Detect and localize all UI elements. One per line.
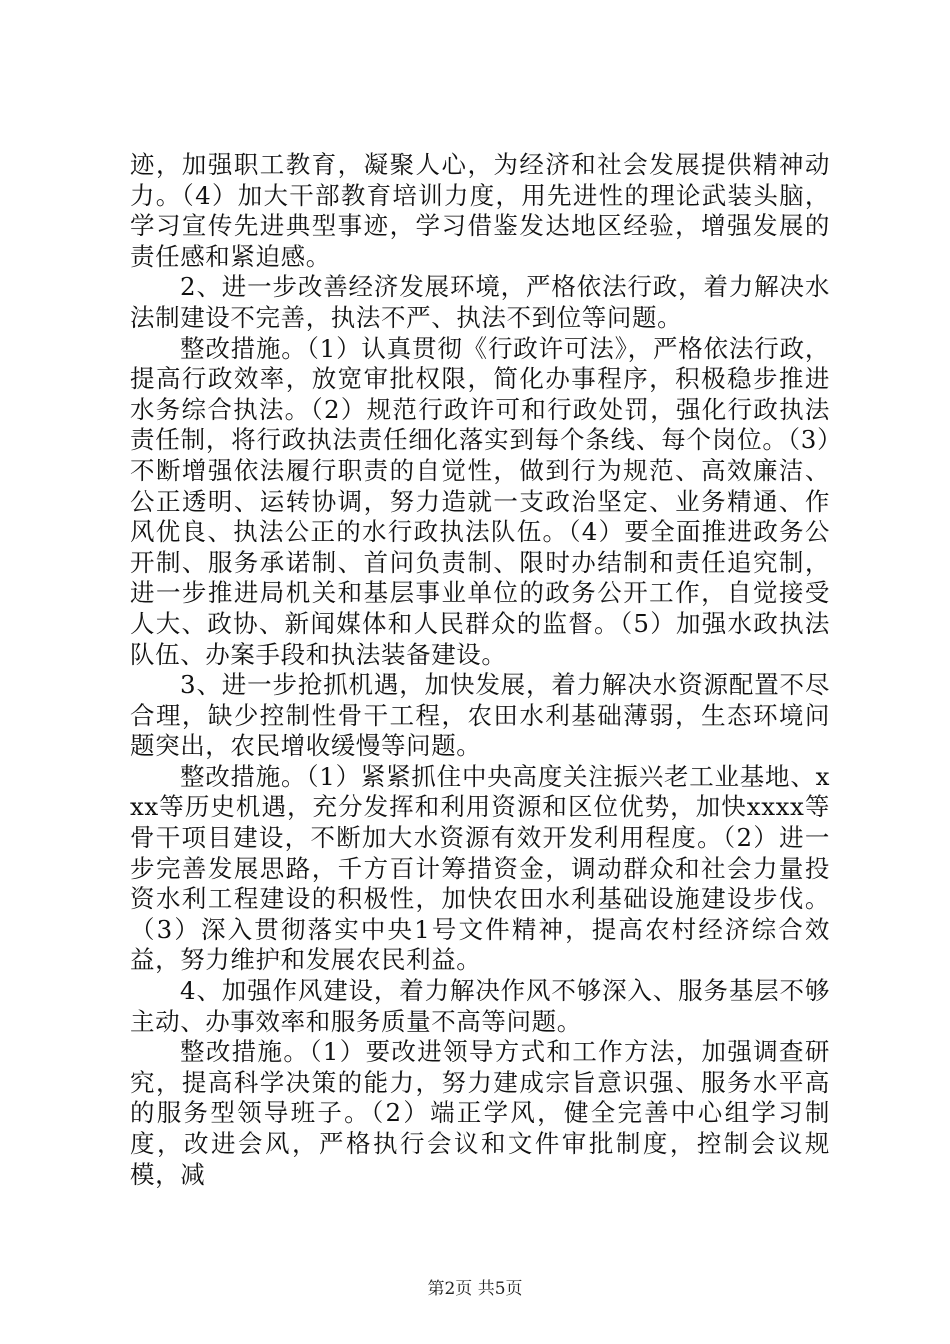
page-number-footer: 第2页 共5页: [427, 1279, 523, 1299]
document-body: [130, 150, 830, 1190]
paragraph-measures-2: 整改措施。（1）认真贯彻《行政许可法》，严格依法行政，提高行政效率，放宽审批权限，简化办事程序，积极稳步推进水务综合执法。（2）规范行政许可和行政处罚，强化行政执法责任制，将行政执法责任细化落实到每个条线、每个岗位。（3）不断增强依法履行职责的自觉性，做到行为规范、高效廉洁、公正透明、运转协调，努力造就一支政治坚定、业务精通、作风优良、执法公正的水行政执法队伍。（4）要全面推进政务公开制、服务承诺制、首问负责制、限时办结制和责任追究制，进一步推进局机关和基层事业单位的政务公开工作，自觉接受人大、政协、新闻媒体和人民群众的监督。（5）加强水政执法队伍、办案手段和执法装备建设。: [130, 333, 830, 669]
paragraph-item-2: 2、进一步改善经济发展环境，严格依法行政，着力解决水法制建设不完善，执法不严、执法不到位等问题。: [130, 272, 830, 332]
paragraph-item-3: 3、进一步抢抓机遇，加快发展，着力解决水资源配置不尽合理，缺少控制性骨干工程，农田水利基础薄弱，生态环境问题突出，农民增收缓慢等问题。: [130, 670, 830, 761]
paragraph-item-4: 4、加强作风建设，着力解决作风不够深入、服务基层不够主动、办事效率和服务质量不高等问题。: [130, 976, 830, 1036]
paragraph-measures-3: 整改措施。（1）紧紧抓住中央高度关注振兴老工业基地、xxx等历史机遇，充分发挥和利用资源和区位优势，加快xxxx等骨干项目建设，不断加大水资源有效开发利用程度。（2）进一步完善发展思路，千方百计筹措资金，调动群众和社会力量投资水利工程建设的积极性，加快农田水利基础设施建设步伐。（3）深入贯彻落实中央1号文件精神，提高农村经济综合效益，努力维护和发展农民利益。: [130, 761, 830, 975]
paragraph-continuation: 迹，加强职工教育，凝聚人心，为经济和社会发展提供精神动力。（4）加大干部教育培训力度，用先进性的理论武装头脑，学习宣传先进典型事迹，学习借鉴发达地区经验，增强发展的责任感和紧迫感。: [130, 150, 830, 271]
paragraph-measures-4: 整改措施。（1）要改进领导方式和工作方法，加强调查研究，提高科学决策的能力，努力建成宗旨意识强、服务水平高的服务型领导班子。（2）端正学风，健全完善中心组学习制度，改进会风，严格执行会议和文件审批制度，控制会议规模，减: [130, 1037, 830, 1189]
